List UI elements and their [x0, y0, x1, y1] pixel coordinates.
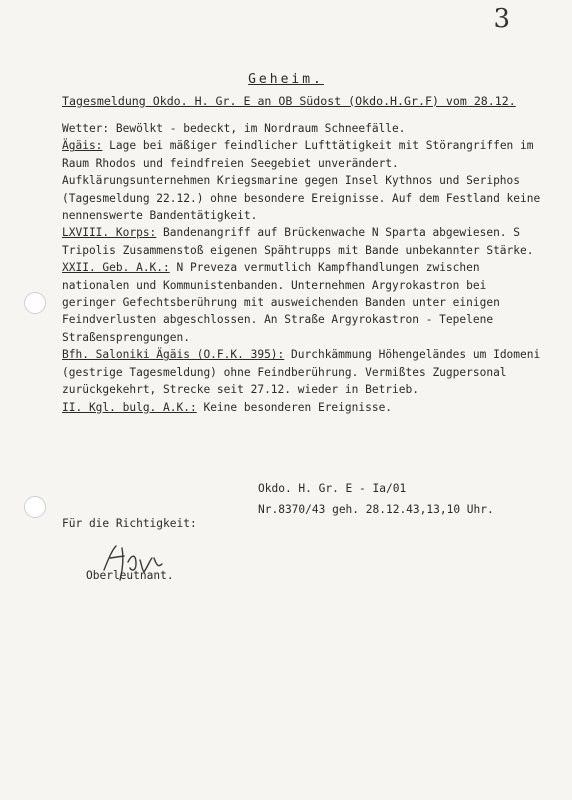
- paragraph-label: XXII. Geb. A.K.:: [62, 261, 170, 275]
- punch-hole-bottom: [24, 496, 46, 518]
- paragraph-bfh-saloniki: [62, 346, 542, 398]
- paragraph-text: Wetter: Bewölkt - bedeckt, im Nordraum Schneefälle.: [62, 122, 406, 135]
- paragraph-ii-bulg-ak: [62, 399, 542, 416]
- report-body: [62, 120, 542, 416]
- paragraph-text: N Preveza vermutlich Kampfhandlungen zwischen nationalen und Kommunistenbanden. Unternehmen Argyrokastron bei geringer Gefechtsberührung mit ausweichenden Banden unter einigen Feindverlusten abgeschlossen. An Straße Argyrokastron - Tepelene Straßensprengungen.: [62, 261, 500, 344]
- paragraph-xxii-geb-ak: [62, 259, 542, 346]
- paragraph-label: II. Kgl. bulg. A.K.:: [62, 400, 197, 414]
- document-title: Geheim.: [248, 72, 324, 87]
- sender-block: [258, 478, 494, 520]
- paragraph-label: LXVIII. Korps:: [62, 226, 157, 240]
- richtigkeit-label: Für die Richtigkeit:: [62, 517, 197, 530]
- paragraph-label: Bfh. Saloniki Ägäis (O.F.K. 395):: [62, 348, 285, 362]
- paragraph-lxviii-korps: [62, 224, 542, 259]
- paragraph-text: Bandenangriff auf Brückenwache N Sparta abgewiesen. S Tripolis Zusammenstoß eigenen Spähtrupps mit Bande unbekannter Stärke.: [62, 226, 534, 257]
- paragraph-text: Durchkämmung Höhengeländes um Idomeni (gestrige Tagesmeldung) ohne Feindberührung. Vermißtes Zugpersonal zurückgekehrt, Strecke seit 27.12. wieder in Betrieb.: [62, 348, 541, 397]
- signatory-rank: Oberleutnant.: [86, 569, 174, 582]
- paragraph-weather: [62, 120, 542, 137]
- page-number: 3: [493, 4, 510, 34]
- document-subtitle: Tagesmeldung Okdo. H. Gr. E an OB Südost (Okdo.H.Gr.F) vom 28.12.: [62, 94, 516, 108]
- punch-hole-top: [24, 292, 46, 314]
- paragraph-text: Keine besonderen Ereignisse.: [196, 400, 393, 414]
- paragraph-label: Ägäis:: [62, 139, 103, 153]
- paragraph-text: Lage bei mäßiger feindlicher Lufttätigkeit mit Störangriffen im Raum Rhodos und feindfreien Seegebiet unverändert. Aufklärungsunternehmen Kriegsmarine gegen Insel Kythnos und Seriphos (Tagesmeldung 22.12.) ohne besondere Ereignisse. Auf dem Festland keine nennenswerte Bandentätigkeit.: [62, 139, 541, 223]
- sender-line-1: Okdo. H. Gr. E - Ia/01: [258, 482, 407, 495]
- paragraph-aegaeis: [62, 137, 542, 224]
- sender-line-2: Nr.8370/43 geh. 28.12.43,13,10 Uhr.: [258, 503, 494, 516]
